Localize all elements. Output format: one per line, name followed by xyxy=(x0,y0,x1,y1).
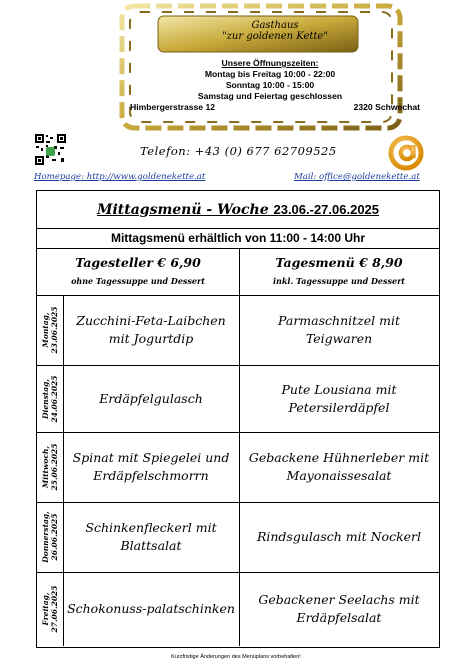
day-date: 25.06.2025 xyxy=(50,443,59,491)
dish-tagesmenue: Rindsgulasch mit Nockerl xyxy=(256,529,422,544)
availability-note: Mittagsmenü erhältlich von 11:00 - 14:00 Uhr xyxy=(37,229,439,249)
day-label xyxy=(37,572,63,646)
homepage-link[interactable]: Homepage: http://www.goldenekette.at xyxy=(34,172,206,182)
restaurant-name-line2: "zur goldenen Kette" xyxy=(222,31,328,42)
dish-tagesteller: Zucchini-Feta-Laibchen mit Jogurtdip xyxy=(76,313,226,346)
day-label xyxy=(37,365,63,432)
week-title xyxy=(37,191,439,229)
day-name: Montag, xyxy=(41,312,50,348)
street: Himbergerstrasse 12 xyxy=(130,102,216,112)
col2-subtitle: inkl. Tagessuppe und Dessert xyxy=(273,276,405,286)
dish-tagesmenue: Pute Lousiana mit Petersilerdäpfel xyxy=(281,381,397,415)
footer-note: Kurzfristige Änderungen des Menüplans vorbehalten! xyxy=(171,654,301,660)
day-label xyxy=(37,432,63,502)
day-date: 27.06.2025 xyxy=(50,585,59,633)
dish-tagesmenue: Gebackene Hühnerleber mit Mayonaissesalat xyxy=(248,450,430,483)
hours-title: Unsere Öffnungszeiten: xyxy=(221,58,319,68)
dish-tagesteller: Erdäpfelgulasch xyxy=(99,390,203,406)
restaurant-name-line1: Gasthaus xyxy=(251,20,299,31)
col1-title: Tagesteller € 6,90 xyxy=(75,255,201,270)
day-date: 26.06.2025 xyxy=(50,513,59,561)
day-label xyxy=(37,502,63,572)
day-name: Dienstag, xyxy=(41,378,50,419)
opening-hours xyxy=(120,58,420,102)
dish-tagesmenue: Gebackener Seelachs mit Erdäpfelsalat xyxy=(258,592,420,625)
dish-tagesmenue: Parmaschnitzel mit Teigwaren xyxy=(278,313,400,346)
col-tagesteller-header xyxy=(37,249,239,301)
day-label xyxy=(37,295,63,365)
hours-line: Samstag und Feiertag geschlossen xyxy=(197,91,343,101)
col-tagesmenue-header xyxy=(239,249,439,301)
week-dates: 23.06.-27.06.2025 xyxy=(273,202,380,217)
day-date: 23.06.2025 xyxy=(50,306,59,354)
week-title-text: Mittagsmenü - Woche xyxy=(96,202,274,218)
mail-link[interactable]: Mail: office@goldenekette.at xyxy=(294,172,420,182)
day-name: Freitag, xyxy=(41,592,50,626)
col2-title: Tagesmenü € 8,90 xyxy=(275,255,403,270)
restaurant-name xyxy=(150,20,400,42)
city: 2320 Schwechat xyxy=(353,102,420,112)
at-sign-icon xyxy=(386,133,426,173)
hours-line: Sonntag 10:00 - 15:00 xyxy=(225,80,315,90)
dish-tagesteller: Spinat mit Spiegelei und Erdäpfelschmorrn xyxy=(72,450,230,483)
dish-tagesteller: Schokonuss-palatschinken xyxy=(67,601,235,616)
col1-subtitle: ohne Tagessuppe und Dessert xyxy=(71,276,205,286)
menu-table xyxy=(36,190,440,648)
dish-tagesteller: Schinkenfleckerl mit Blattsalat xyxy=(85,520,217,553)
hours-line: Montag bis Freitag 10:00 - 22:00 xyxy=(204,69,336,79)
day-name: Donnerstag, xyxy=(41,511,50,563)
phone-number: Telefon: +43 (0) 677 62709525 xyxy=(140,144,337,158)
day-date: 24.06.2025 xyxy=(50,375,59,422)
qr-code-icon xyxy=(34,133,67,166)
address xyxy=(130,102,420,112)
day-name: Mittwoch, xyxy=(41,445,50,489)
